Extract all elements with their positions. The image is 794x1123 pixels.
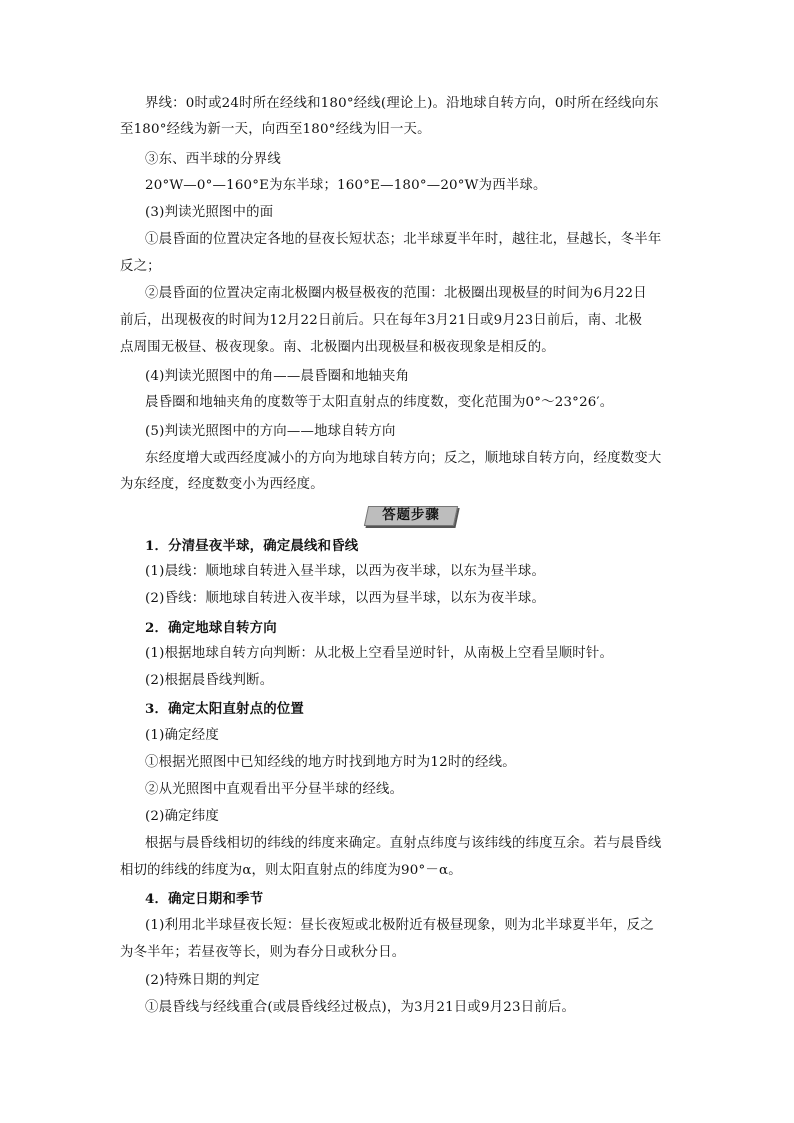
text-line: ②从光照图中直观看出平分昼半球的经线。 — [145, 782, 404, 797]
text-line: 界线：0时或24时所在经线和180°经线(理论上)。沿地球自转方向，0时所在经线向东 — [145, 96, 659, 111]
text-line: 相切的纬线的纬度为α，则太阳直射点的纬度为90°－α。 — [120, 863, 462, 878]
text-line: ①晨昏面的位置决定各地的昼夜长短状态；北半球夏半年时，越往北，昼越长，冬半年 — [145, 232, 662, 247]
text-line: (1)晨线：顺地球自转进入昼半球，以西为夜半球，以东为昼半球。 — [145, 564, 546, 579]
step-title: 1．分清昼夜半球，确定晨线和昏线 — [145, 538, 359, 554]
step-title: 3．确定太阳直射点的位置 — [145, 701, 305, 717]
text-line: ③东、西半球的分界线 — [145, 152, 281, 167]
text-line: (2)特殊日期的判定 — [145, 973, 260, 988]
text-line: 前后，出现极夜的时间为12月22日前后。只在每年3月21日或9月23日前后，南、北极 — [120, 313, 643, 328]
sub-heading: (4)判读光照图中的角——晨昏圈和地轴夹角 — [145, 369, 410, 384]
text-line: (1)根据地球自转方向判断：从北极上空看呈逆时针，从南极上空看呈顺时针。 — [145, 646, 614, 661]
text-line: 反之； — [120, 259, 161, 274]
text-line: 根据与晨昏线相切的纬线的纬度来确定。直射点纬度与该纬线的纬度互余。若与晨昏线 — [145, 836, 662, 851]
text-line: 点周围无极昼、极夜现象。南、北极圈内出现极昼和极夜现象是相反的。 — [120, 340, 555, 355]
text-line: ①晨昏线与经线重合(或晨昏线经过极点)，为3月21日或9月23日前后。 — [145, 1000, 576, 1015]
text-line: 为东经度，经度数变小为西经度。 — [120, 477, 324, 492]
text-line: (2)昏线：顺地球自转进入夜半球，以西为昼半球，以东为夜半球。 — [145, 591, 546, 606]
text-line: 为冬半年；若昼夜等长，则为春分日或秋分日。 — [120, 945, 406, 960]
text-line: 至180°经线为新一天，向西至180°经线为旧一天。 — [120, 122, 431, 137]
text-line: (2)确定纬度 — [145, 809, 219, 824]
text-line: 20°W—0°—160°E为东半球；160°E—180°—20°W为西半球。 — [145, 178, 547, 193]
text-line: (1)利用北半球昼夜长短：昼长夜短或北极附近有极昼现象，则为北半球夏半年，反之 — [145, 918, 654, 933]
step-title: 2．确定地球自转方向 — [145, 620, 277, 636]
text-line: 晨昏圈和地轴夹角的度数等于太阳直射点的纬度数，变化范围为0°～23°26′。 — [145, 395, 614, 410]
section-badge: 答题步骤 — [382, 508, 440, 523]
sub-heading: (3)判读光照图中的面 — [145, 205, 274, 220]
text-line: ②晨昏面的位置决定南北极圈内极昼极夜的范围：北极圈出现极昼的时间为6月22日 — [145, 286, 647, 301]
sub-heading: (5)判读光照图中的方向——地球自转方向 — [145, 424, 396, 439]
text-line: 东经度增大或西经度减小的方向为地球自转方向；反之，顺地球自转方向，经度数变大 — [145, 451, 662, 466]
step-title: 4．确定日期和季节 — [145, 891, 264, 907]
text-line: ①根据光照图中已知经线的地方时找到地方时为12时的经线。 — [145, 755, 516, 770]
text-line: (1)确定经度 — [145, 728, 219, 743]
text-line: (2)根据晨昏线判断。 — [145, 673, 274, 688]
